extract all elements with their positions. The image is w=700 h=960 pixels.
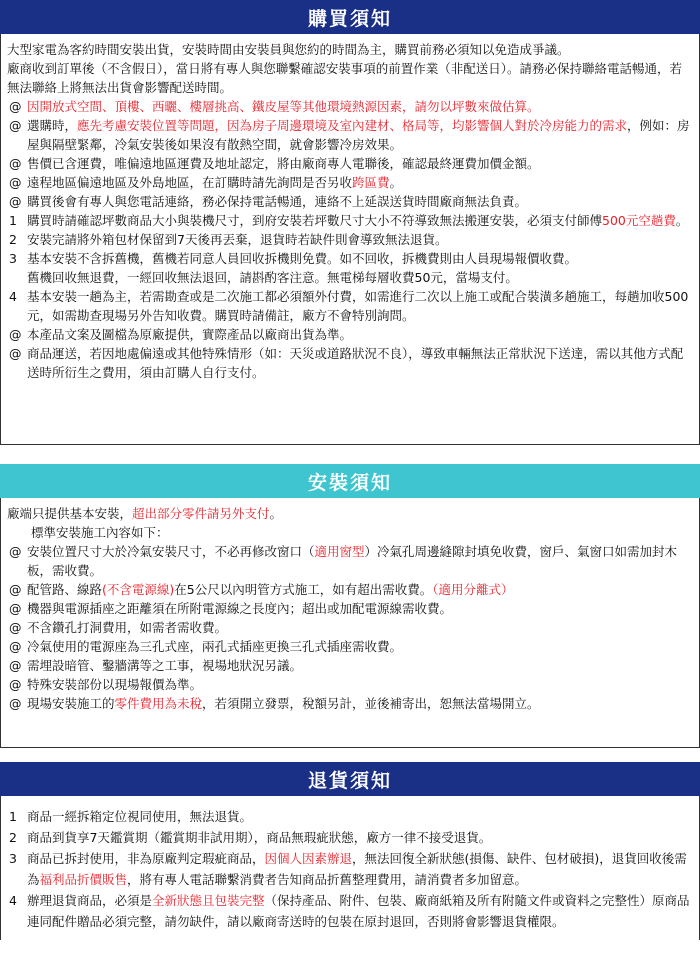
- text-part: 購買時請確認坪數商品大小與裝機尺寸，到府安裝若坪數尺寸大小不符導致無法搬運安裝，必須支付師傅: [27, 213, 603, 228]
- item-text: 冷氣使用的電源座為三孔式座，兩孔式插座更換三孔式插座需收費。: [27, 639, 403, 654]
- returns-section: [0, 762, 700, 940]
- item-text: 機器與電源插座之距離須在所附電源線之長度內；超出或加配電源線需收費。: [27, 601, 453, 616]
- purchase-section: [0, 0, 700, 445]
- list-item: [7, 637, 693, 656]
- item-text: [27, 211, 693, 230]
- text-part: ，例如：房屋與隔壁緊鄰，冷氣安裝後如果沒有散熱空間，就會影響冷房效果。: [27, 118, 690, 152]
- at-mark: @: [9, 696, 22, 711]
- item-text: 購買後會有專人與您電話連絡，務必保持電話暢通，連絡不上延誤送貨時間廠商無法負責。: [27, 194, 528, 209]
- at-mark: @: [9, 327, 22, 342]
- item-text: [27, 116, 693, 154]
- number-mark: 3: [9, 251, 17, 266]
- list-item: [7, 806, 693, 827]
- highlight-text: 零件費用為未稅: [114, 696, 203, 711]
- number-mark: 1: [9, 809, 17, 824]
- at-mark: @: [9, 99, 22, 114]
- install-standard-heading: 標準安裝施工內容如下：: [31, 525, 169, 540]
- at-mark: @: [9, 677, 22, 692]
- list-item: [7, 97, 693, 116]
- highlight-text: 跨區費: [352, 175, 390, 190]
- list-item: [7, 848, 693, 890]
- list-item: [7, 116, 693, 154]
- item-text: 因開放式空間、頂樓、西曬、樓層挑高、鐵皮屋等其他環境熱源因素，請勿以坪數來做估算。: [27, 99, 540, 114]
- item-text: 需埋設暗管、鑿牆溝等之工事，視場地狀況另議。: [27, 658, 303, 673]
- list-item: [7, 249, 693, 287]
- list-item: [7, 344, 693, 382]
- install-box: [0, 498, 700, 748]
- list-item: [7, 656, 693, 675]
- number-mark: 4: [9, 893, 17, 908]
- list-item: [7, 211, 693, 230]
- item-text: 商品運送，若因地處偏遠或其他特殊情形（如：天災或道路狀況不良），導致車輛無法正常狀況下送達，需以其他方式配送時所衍生之費用，須由訂購人自行支付。: [27, 346, 684, 380]
- list-item: [7, 599, 693, 618]
- returns-title: 退貨須知: [307, 769, 392, 792]
- at-mark: @: [9, 194, 22, 209]
- install-section: [0, 464, 700, 748]
- install-header: [0, 464, 700, 498]
- returns-box: [0, 796, 700, 940]
- at-mark: @: [9, 118, 22, 133]
- number-mark: 1: [9, 213, 17, 228]
- install-title: 安裝須知: [307, 471, 392, 494]
- item-text: 本產品文案及圖檔為原廠提供，實際產品以廠商出貨為準。: [27, 327, 353, 342]
- purchase-intro-1: 大型家電為客約時間安裝出貨，安裝時間由安裝員與您約的時間為主，購買前務必須知以免造成爭議。: [7, 42, 570, 57]
- at-mark: @: [9, 658, 22, 673]
- at-mark: @: [9, 601, 22, 616]
- highlight-text: 500元空趟費: [602, 213, 676, 228]
- list-item: [7, 173, 693, 192]
- text-part: 選購時，: [27, 118, 78, 133]
- item-text: [27, 542, 693, 580]
- item-text: [27, 173, 693, 192]
- purchase-box: [0, 34, 700, 445]
- item-text: 安裝完請將外箱包材保留到7天後再丟棄，退貨時若缺件則會導致無法退貨。: [27, 232, 448, 247]
- item-text: 售價已含運費，唯偏遠地區運費及地址認定，將由廠商專人電聯後，確認最終運費加價金額。: [27, 156, 540, 171]
- text-part: ，無法回復全新狀態(損傷、缺件、包材破損)，退貨回收後需為: [27, 851, 687, 887]
- item-text: 商品一經拆箱定位視同使用，無法退貨。: [27, 809, 253, 824]
- text-part: 。: [675, 213, 689, 228]
- item-text: [27, 580, 693, 599]
- highlight-text: （適用分離式）: [432, 582, 514, 597]
- text-part: ，若須開立發票，稅額另計，並後補寄出，恕無法當場開立。: [202, 696, 540, 711]
- at-mark: @: [9, 175, 22, 190]
- highlight-text: 因個人因素辦退: [264, 851, 353, 866]
- highlight-text: 超出部分零件請另外支付: [132, 506, 270, 521]
- at-mark: @: [9, 346, 22, 361]
- item-text: 不含鑽孔打洞費用，如需者需收費。: [27, 620, 228, 635]
- at-mark: @: [9, 156, 22, 171]
- list-item: [7, 618, 693, 637]
- item-text: 商品到貨享7天鑑賞期（鑑賞期非試用期），商品無瑕疵狀態，廠方一律不接受退貨。: [27, 830, 492, 845]
- text-part: 配管路、線路: [27, 582, 103, 597]
- item-text: [27, 848, 693, 890]
- list-item: [7, 827, 693, 848]
- at-mark: @: [9, 544, 22, 559]
- item-text: [27, 249, 693, 287]
- highlight-text: 福利品折價販售: [39, 872, 128, 887]
- text-part: ）冷氣孔周邊縫隙封填免收費，窗戶、氣窗口如需加封木板，需收費。: [27, 544, 678, 578]
- text-part: 在5公尺以內明管方式施工，如有超出需收費。: [174, 582, 433, 597]
- item-text: 特殊安裝部份以現場報價為準。: [27, 677, 203, 692]
- at-mark: @: [9, 639, 22, 654]
- list-item: [7, 287, 693, 325]
- item-text: [27, 694, 693, 713]
- at-mark: @: [9, 620, 22, 635]
- purchase-intro-2: 廠商收到訂單後（不含假日），當日將有專人與您聯繫確認安裝事項的前置作業（非配送日）。請務必保持聯絡電話暢通，若無法聯絡上將無法出貨會影響配送時間。: [7, 61, 683, 95]
- number-mark: 3: [9, 851, 17, 866]
- text-part: 舊機回收無退費，一經回收無法退回，請斟酌客注意。無電梯每層收費50元，當場支付。: [27, 270, 518, 285]
- text-part: 。: [389, 175, 403, 190]
- list-item: [7, 542, 693, 580]
- list-item: [7, 694, 693, 713]
- text-part: ，將有專人電話聯繫消費者告知商品折舊整理費用，請消費者多加留意。: [127, 872, 528, 887]
- text-part: 現場安裝施工的: [27, 696, 115, 711]
- highlight-text: 全新狀態且包裝完整: [152, 893, 265, 908]
- text-part: 廠端只提供基本安裝，: [7, 506, 133, 521]
- highlight-text: 適用窗型: [314, 544, 365, 559]
- list-item: [7, 154, 693, 173]
- item-text: [27, 890, 693, 932]
- list-item: [7, 890, 693, 932]
- text-part: 商品已拆封使用，非為原廠判定瑕疵商品，: [27, 851, 265, 866]
- list-item: [7, 192, 693, 211]
- text-part: 辦理退貨商品，必須是: [27, 893, 153, 908]
- install-intro: [7, 504, 693, 523]
- list-item: [7, 580, 693, 599]
- text-part: 遠程地區偏遠地區及外島地區，在訂購時請先詢問是否另收: [27, 175, 353, 190]
- text-part: （保持產品、附件、包裝、廠商紙箱及所有附隨文件或資料之完整性）原商品連同配件贈品必須完整，請勿缺件，請以廠商寄送時的包裝在原封退回，否則將會影響退貨權限。: [27, 893, 690, 929]
- list-item: [7, 675, 693, 694]
- number-mark: 2: [9, 830, 17, 845]
- highlight-text: 應先考慮安裝位置等問題，因為房子周邊環境及室內建材、格局等，均影響個人對於冷房能力的需求: [77, 118, 628, 133]
- text-part: 安裝位置尺寸大於冷氣安裝尺寸，不必再修改窗口（: [27, 544, 315, 559]
- returns-header: [0, 762, 700, 796]
- text-part: 。: [269, 506, 283, 521]
- purchase-title: 購買須知: [307, 7, 392, 30]
- item-text: 基本安裝一趟為主，若需勘查或是二次施工都必須額外付費，如需進行二次以上施工或配合裝潢多趟施工，每趟加收500元，如需勘查現場另外告知收費。購買時請備註，廠方不會特別詢問。: [27, 289, 689, 323]
- number-mark: 4: [9, 289, 17, 304]
- text-part: 基本安裝不含拆舊機，舊機若同意人員回收拆機則免費。如不回收，拆機費則由人員現場報價收費。: [27, 251, 578, 266]
- at-mark: @: [9, 582, 22, 597]
- purchase-header: [0, 0, 700, 34]
- number-mark: 2: [9, 232, 17, 247]
- list-item: [7, 230, 693, 249]
- list-item: [7, 325, 693, 344]
- highlight-text: (不含電源線): [102, 582, 175, 597]
